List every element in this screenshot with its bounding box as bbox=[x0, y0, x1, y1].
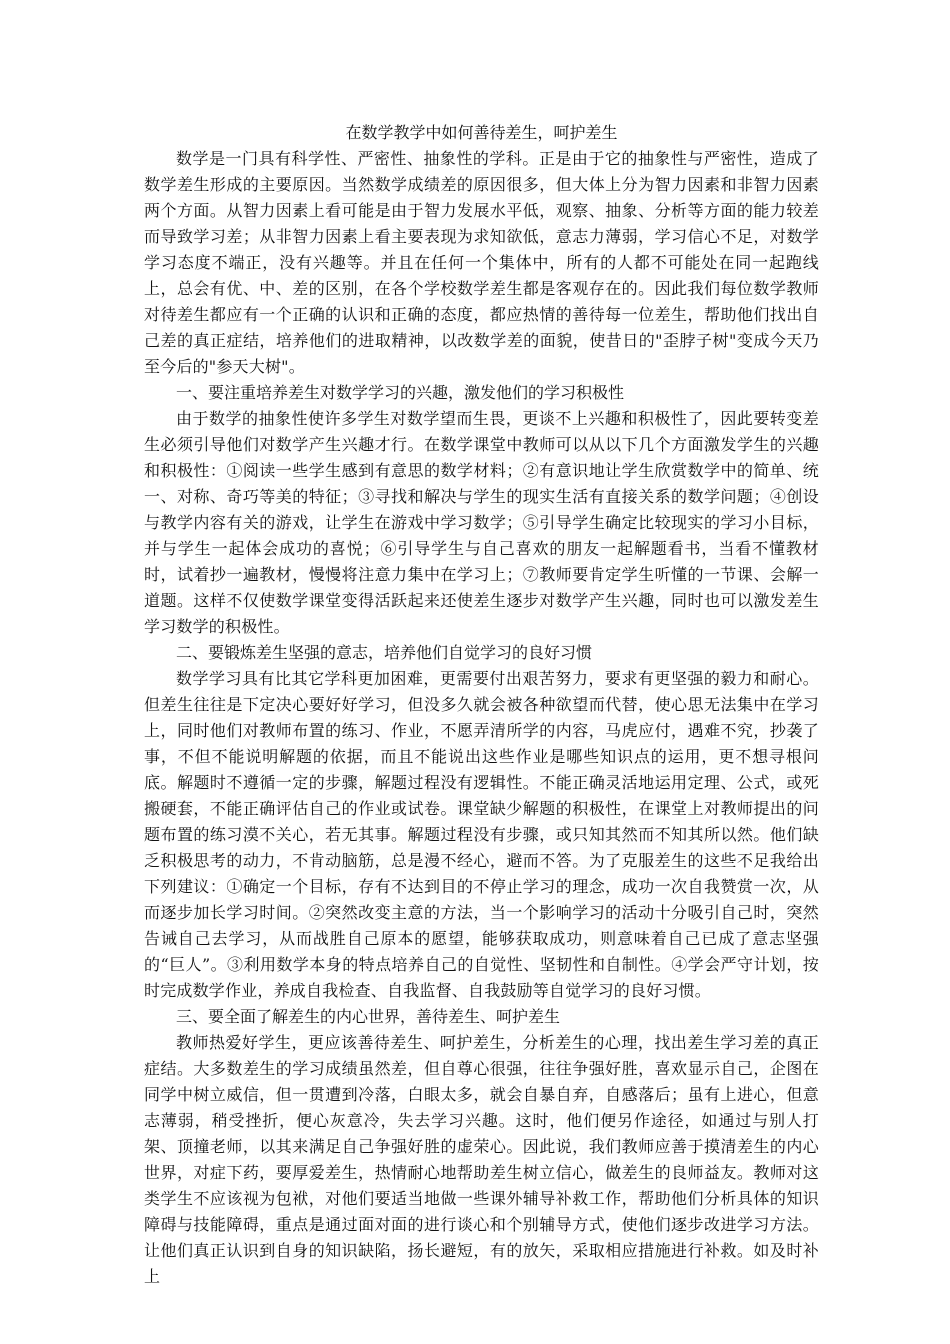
document-page bbox=[144, 120, 819, 1290]
section-3-heading: 三、要全面了解差生的内心世界，善待差生、呵护差生 bbox=[176, 1007, 561, 1026]
section-1-paragraph: 由于数学的抽象性使许多学生对数学望而生畏，更谈不上兴趣和积极性了，因此要转变差生必须引导他们对数学产生兴趣才行。在数学课堂中教师可以从以下几个方面激发学生的兴趣和积极性：①阅读一些学生感到有意思的数学材料；②有意识地让学生欣赏数学中的简单、统一、对称、奇巧等美的特征；③寻找和解决与学生的现实生活有直接关系的数学问题；④创设与教学内容有关的游戏，让学生在游戏中学习数学；⑤引导学生确定比较现实的学习小目标，并与学生一起体会成功的喜悦；⑥引导学生与自己喜欢的朋友一起解题看书，当看不懂教材时，试着抄一遍教材，慢慢将注意力集中在学习上；⑦教师要肯定学生听懂的一节课、会解一道题。这样不仅使数学课堂变得活跃起来还使差生逐步对数学产生兴趣，同时也可以激发差生学习数学的积极性。 bbox=[144, 409, 819, 636]
intro-paragraph: 数学是一门具有科学性、严密性、抽象性的学科。正是由于它的抽象性与严密性，造成了数学差生形成的主要原因。当然数学成绩差的原因很多，但大体上分为智力因素和非智力因素两个方面。从智力因素上看可能是由于智力发展水平低，观察、抽象、分析等方面的能力较差而导致学习差；从非智力因素上看主要表现为求知欲低，意志力薄弱，学习信心不足，对数学学习态度不端正，没有兴趣等。并且在任何一个集体中，所有的人都不可能处在同一起跑线上，总会有优、中、差的区别，在各个学校数学差生都是客观存在的。因此我们每位数学教师对待差生都应有一个正确的认识和正确的态度，都应热情的善待每一位差生，帮助他们找出自己差的真正症结，培养他们的进取精神，以改数学差的面貌，使昔日的"歪脖子树"变成今天乃至今后的"参天大树"。 bbox=[144, 149, 819, 376]
section-1-heading: 一、要注重培养差生对数学学习的兴趣，激发他们的学习积极性 bbox=[176, 383, 625, 402]
section-2-paragraph: 数学学习具有比其它学科更加困难，更需要付出艰苦努力，要求有更坚强的毅力和耐心。但差生往往是下定决心要好好学习，但没多久就会被各种欲望而代替，使心思无法集中在学习上，同时他们对教师布置的练习、作业，不愿弄清所学的内容，马虎应付，遇难不究，抄袭了事，不但不能说明解题的依据，而且不能说出这些作业是哪些知识点的运用，更不想寻根问底。解题时不遵循一定的步骤，解题过程没有逻辑性。不能正确灵活地运用定理、公式，或死搬硬套，不能正确评估自己的作业或试卷。课堂缺少解题的积极性，在课堂上对教师提出的问题布置的练习漠不关心，若无其事。解题过程没有步骤，或只知其然而不知其所以然。他们缺乏积极思考的动力，不肯动脑筋，总是漫不经心，避而不答。为了克服差生的这些不足我给出下列建议：①确定一个目标，存有不达到目的不停止学习的理念，成功一次自我赞赏一次，从而逐步加长学习时间。②突然改变主意的方法，当一个影响学习的活动十分吸引自己时，突然告诫自己去学习，从而战胜自己原本的愿望，能够获取成功，则意味着自己已成了意志坚强的“巨人”。③利用数学本身的特点培养自己的自觉性、坚韧性和自制性。④学会严守计划，按时完成数学作业，养成自我检查、自我监督、自我鼓励等自觉学习的良好习惯。 bbox=[144, 669, 819, 1000]
section-2-heading: 二、要锻炼差生坚强的意志，培养他们自觉学习的良好习惯 bbox=[176, 643, 593, 662]
document-title: 在数学教学中如何善待差生，呵护差生 bbox=[345, 123, 618, 142]
section-3-paragraph: 教师热爱好学生，更应该善待差生、呵护差生，分析差生的心理，找出差生学习差的真正症结。大多数差生的学习成绩虽然差，但自尊心很强，往往争强好胜，喜欢显示自己，企图在同学中树立威信，但一贯遭到冷落，白眼太多，就会自暴自弃，自感落后；虽有上进心，但意志薄弱，稍受挫折，便心灰意冷，失去学习兴趣。这时，他们便另作途径，如通过与别人打架、顶撞老师，以其来满足自己争强好胜的虚荣心。因此说，我们教师应善于摸清差生的内心世界，对症下药，要厚爱差生，热情耐心地帮助差生树立信心，做差生的良师益友。教师对这类学生不应该视为包袱，对他们要适当地做一些课外辅导补救工作，帮助他们分析具体的知识障碍与技能障碍，重点是通过面对面的进行谈心和个别辅导方式，使他们逐步改进学习方法。让他们真正认识到自身的知识缺陷，扬长避短，有的放矢，采取相应措施进行补救。如及时补上 bbox=[144, 1033, 819, 1286]
